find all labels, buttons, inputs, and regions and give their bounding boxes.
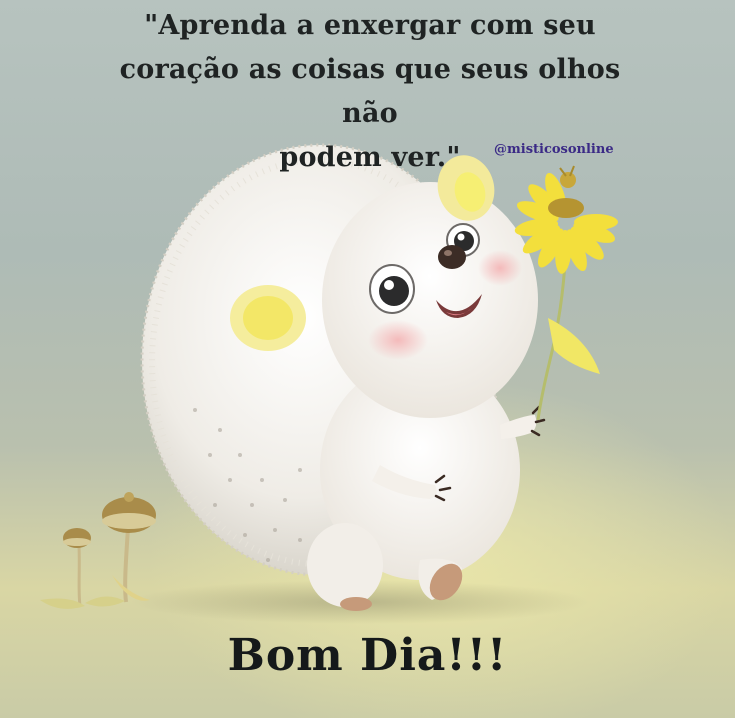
mushroom-flowers	[40, 492, 156, 609]
hedgehog	[142, 145, 544, 611]
quote-line-2: coração as coisas que seus olhos não	[119, 54, 621, 129]
greeting-text: Bom Dia!!!	[227, 630, 508, 681]
watermark-handle: @misticosonline	[494, 142, 614, 157]
quote-line-1: "Aprenda a enxergar com seu	[144, 10, 596, 41]
quote-line-3: podem ver."	[279, 142, 461, 173]
